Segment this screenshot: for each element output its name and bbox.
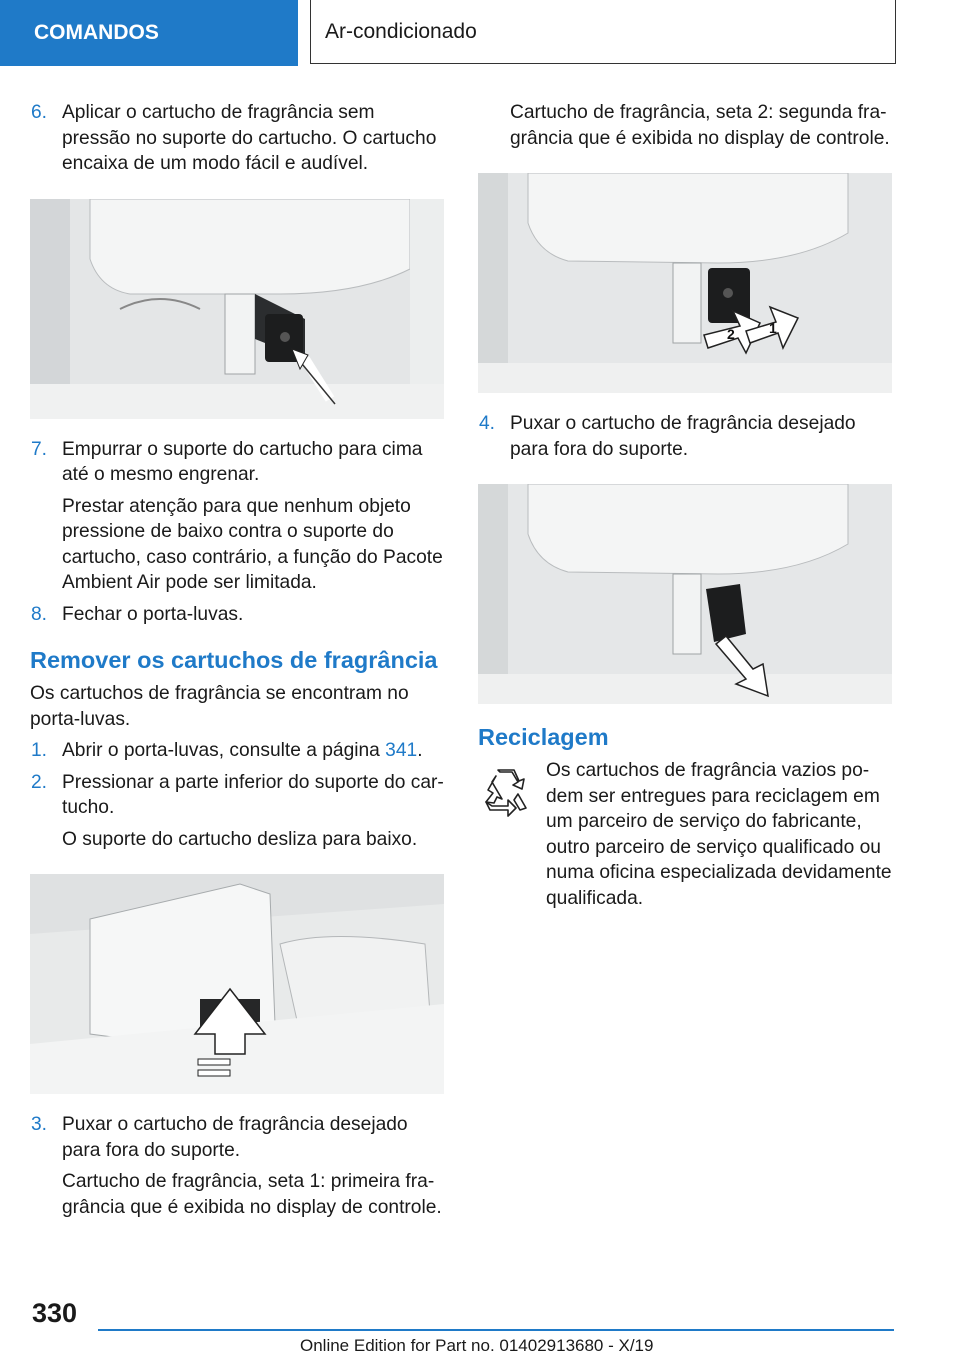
step-text: Aplicar o cartucho de fragrância sem pressão no suporte do cartucho. O cartucho encaixa de um modo fácil e audível. [62,102,437,174]
recycling-text [478,758,892,911]
step-text: Puxar o cartucho de fragrância desejado para fora do suporte. [62,1114,408,1161]
right-column [478,100,892,911]
page-number: 330 [32,1298,78,1328]
step-1 [30,738,444,764]
section-heading-remove: Remover os cartuchos de fragrância [30,647,438,673]
section-tab: COMANDOS [0,0,298,66]
figure-cartridge-arrows [478,173,892,393]
chapter-title: Ar-condicionado [310,0,896,64]
step-text: Empurrar o suporte do cartucho para cima até o mesmo engrenar. [62,438,423,485]
step-4 [478,411,892,462]
arrow-2-note: Cartucho de fragrância, seta 2: segunda fragrância que é exibida no display de controle. [510,102,890,149]
figure-cartridge-pull [478,484,892,704]
figure-cartridge-insert [30,199,444,419]
step-3 [30,1112,444,1163]
footer-edition: Online Edition for Part no. 01402913680 - X/19 [300,1336,654,1355]
page-reference-link[interactable]: 341 [385,740,418,761]
arrow-2-label: 2 [727,326,735,342]
step-6 [30,100,444,177]
step-7-note: Prestar atenção para que nenhum objeto pressione de baixo contra o suporte do cartucho, caso contrário, a função do Pacote Ambient Air pode ser limitada. [62,495,443,593]
step-suffix: . [417,740,423,761]
step-text: Puxar o cartucho de fragrância desejado para fora do suporte. [510,413,856,460]
step-7 [30,437,444,488]
figure-cartridge-holder [30,874,444,1094]
left-column [30,100,444,1226]
step-number: 8. [31,603,48,625]
footer-divider [98,1329,894,1331]
recycling-paragraph: Os cartuchos de fragrância vazios podem ser entregues para reciclagem em um parceiro de serviço do fabricante, outro parceiro de serviço qualificado ou numa oficina especializada devidamente qualificada. [546,760,892,909]
step-text: Pressionar a parte inferior do suporte do cartucho. [62,771,444,818]
section-heading-recycling: Reciclagem [478,724,609,750]
step-text: Abrir o porta-luvas, consulte a página [62,740,386,761]
step-number: 3. [31,1114,48,1135]
step-number: 1. [31,740,48,761]
step-number: 6. [31,102,48,123]
recycling-block [478,758,892,911]
step-8 [30,602,444,628]
step-2-note: O suporte do cartucho desliza para baixo. [62,828,418,850]
intro-paragraph: Os cartuchos de fragrância se encontram no porta-luvas. [30,683,409,730]
step-2 [30,770,444,821]
step-number: 2. [31,771,48,793]
arrow-1-label: 1 [769,320,777,336]
recycle-icon [478,762,534,818]
step-number: 7. [31,438,48,460]
step-3-note: Cartucho de fragrância, seta 1: primeira fragrância que é exibida no display de controle. [62,1171,442,1218]
step-text: Fechar o porta-luvas. [62,603,244,625]
step-number: 4. [479,413,496,434]
